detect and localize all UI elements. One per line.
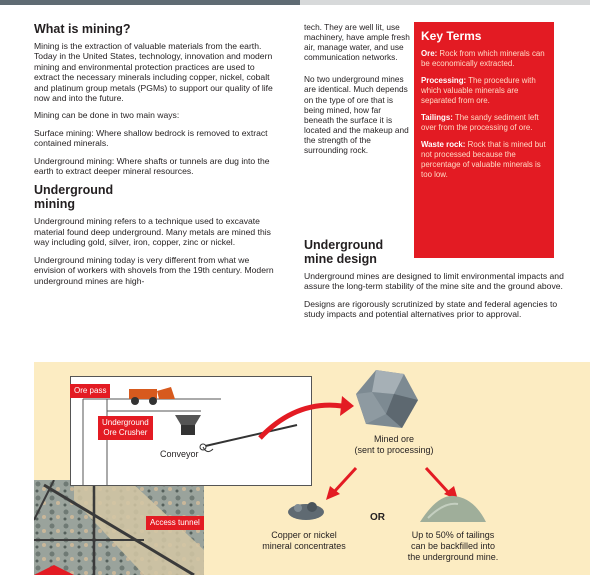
key-terms-title: Key Terms bbox=[421, 29, 482, 43]
mined-ore-label-line2: (sent to processing) bbox=[354, 445, 434, 455]
key-terms-box bbox=[414, 22, 554, 258]
underground-mining-heading bbox=[34, 183, 278, 211]
tailings-label-line3: the underground mine. bbox=[407, 552, 499, 562]
or-label: OR bbox=[370, 512, 385, 523]
mine-design-heading-line2: mine design bbox=[304, 252, 377, 266]
key-term-waste-rock bbox=[421, 140, 547, 180]
crusher-tag bbox=[98, 416, 153, 440]
middle-column bbox=[304, 22, 410, 162]
paragraph-no-two-mines: No two underground mines are identical. Much depends on the type of ore that is being mined, how far beneath the surface it is located and the makeup and the strength of the surrounding rock. bbox=[304, 74, 409, 156]
crusher-tag-line2: Ore Crusher bbox=[103, 428, 148, 437]
key-term-tailings bbox=[421, 113, 547, 133]
key-term-definition: Rock from which minerals can be economically extracted. bbox=[421, 49, 545, 68]
paragraph-two-ways: Mining can be done in two main ways: bbox=[34, 110, 180, 121]
mining-process-diagram bbox=[34, 362, 590, 575]
crusher-tag-line1: Underground bbox=[102, 418, 149, 427]
left-column bbox=[34, 22, 278, 293]
conveyor-label: Conveyor bbox=[160, 449, 199, 459]
key-term-definition: Rock that is mined but not processed because the percentage of valuable minerals is too low. bbox=[421, 140, 546, 179]
ore-pass-tag: Ore pass bbox=[70, 384, 110, 398]
key-term-label: Processing: bbox=[421, 76, 467, 85]
mine-design-heading-line1: Underground bbox=[304, 238, 384, 252]
key-term-definition: The sandy sediment left over from the processing of ore. bbox=[421, 113, 539, 132]
paragraph-design-scrutiny: Designs are rigorously scrutinized by state and federal agencies to study impacts and potential alternatives prior to approval. bbox=[304, 298, 558, 320]
tailings-label-line2: can be backfilled into bbox=[410, 541, 496, 551]
tailings-pile-icon bbox=[418, 492, 488, 524]
mined-ore-icon bbox=[346, 364, 422, 434]
underground-mining-heading-line1: Underground bbox=[34, 183, 114, 198]
paragraph-underground-mining: Underground mining: Where shafts or tunnels are dug into the earth to extract deeper mineral resources. bbox=[34, 155, 270, 177]
mined-ore-label bbox=[334, 434, 454, 456]
paragraph-modern-mines: Underground mining today is very different from what we envision of workers with shovels from the 19th century. Modern underground mines are high- bbox=[34, 254, 274, 286]
copper-concentrate-icon bbox=[284, 498, 328, 522]
underground-mining-heading-line2: mining bbox=[34, 197, 75, 212]
key-term-label: Ore: bbox=[421, 49, 438, 58]
access-tunnel-tag: Access tunnel bbox=[146, 516, 204, 530]
arrow-to-concentrates bbox=[322, 466, 362, 502]
paragraph-underground-technique: Underground mining refers to a technique used to excavate material found deep underground. Many metals are mined this way including gold, silver, iron, copper, zinc or nickel. bbox=[34, 216, 271, 248]
paragraph-high-tech: tech. They are well lit, use machinery, have ample fresh air, manage water, and use communication networks. bbox=[304, 22, 410, 63]
key-term-definition: The procedure with which valuable minerals are separated from ore. bbox=[421, 76, 536, 105]
mined-ore-label-line1: Mined ore bbox=[373, 434, 415, 444]
tailings-label-line1: Up to 50% of tailings bbox=[411, 530, 495, 540]
paragraph-design-limits: Underground mines are designed to limit environmental impacts and assure the long-term stability of the mine site and the ground above. bbox=[304, 271, 564, 292]
mine-design-heading bbox=[304, 238, 564, 266]
key-term-ore bbox=[421, 49, 547, 69]
top-bar-right bbox=[300, 0, 590, 5]
copper-concentrate-label-line1: Copper or nickel bbox=[271, 530, 337, 540]
copper-concentrate-label-line2: mineral concentrates bbox=[262, 541, 346, 551]
copper-concentrate-label bbox=[234, 530, 374, 552]
tailings-label bbox=[386, 530, 520, 563]
paragraph-mining-definition: Mining is the extraction of valuable materials from the earth. Today in the United States, technology, innovation and modern mining and environmental protection practices are used to extract the necessary minerals including copper, nickel, cobalt and platinum group metals (PGMs) to support our quality of life now and into the future. bbox=[34, 41, 273, 104]
paragraph-surface-mining: Surface mining: Where shallow bedrock is removed to extract contained minerals. bbox=[34, 127, 268, 149]
key-term-processing bbox=[421, 76, 547, 106]
key-term-label: Tailings: bbox=[421, 113, 453, 122]
key-term-label: Waste rock: bbox=[421, 140, 466, 149]
what-is-mining-heading: What is mining? bbox=[34, 22, 131, 36]
mine-design-section bbox=[304, 238, 564, 327]
